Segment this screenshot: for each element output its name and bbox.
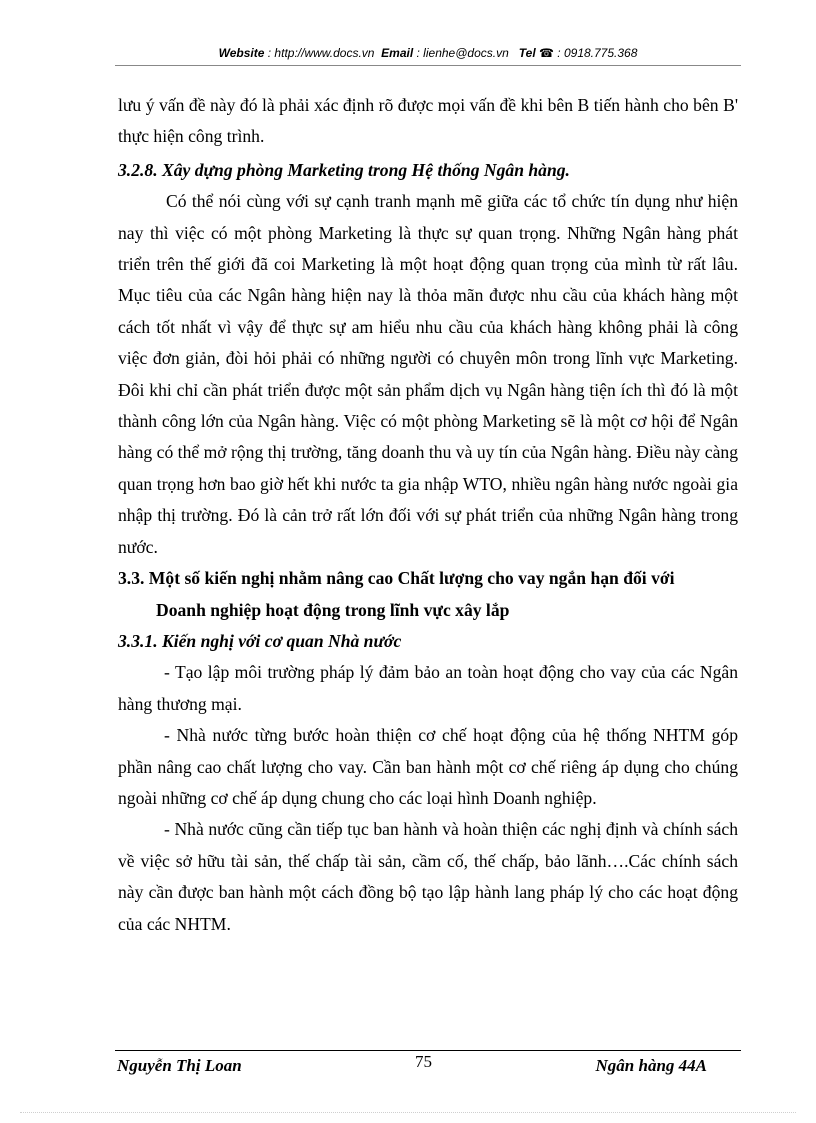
footer-author: Nguyễn Thị Loan <box>117 1056 242 1075</box>
email-label: Email <box>381 46 414 60</box>
page-footer <box>117 1054 707 1078</box>
paragraph-marketing: Có thể nói cùng với sự cạnh tranh mạnh mẽ giữa các tổ chức tín dụng như hiện nay thì việc có một phòng Marketing là thực sự quan trọng. Những Ngân hàng phát triển trên thế giới đã coi Marketing là một hoạt động quan trọng của mình từ rất lâu. Mục tiêu của các Ngân hàng hiện nay là thỏa mãn được nhu cầu của khách hàng một cách tốt nhất vì vậy để thực sự am hiểu nhu cầu của khách hàng không phải là công việc đơn giản, đòi hỏi phải có những người có chuyên môn trong lĩnh vực Marketing. Đôi khi chỉ cần phát triển được một sản phẩm dịch vụ Ngân hàng tiện ích thì đó là một thành công lớn của Ngân hàng. Việc có một phòng Marketing sẽ là một cơ hội để Ngân hàng có thể mở rộng thị trường, tăng doanh thu và uy tín của Ngân hàng. Điều này càng quan trọng hơn bao giờ hết khi nước ta gia nhập WTO, nhiều ngân hàng nước ngoài gia nhập thị trường. Đó là cản trở rất lớn đối với sự phát triển của những Ngân hàng trong nước. <box>118 191 738 557</box>
paragraph-intro: lưu ý vấn đề này đó là phải xác định rõ được mọi vấn đề khi bên B tiến hành cho bên B' thực hiện công trình. <box>118 95 738 147</box>
header-divider <box>115 65 741 66</box>
footer-department: Ngân hàng 44A <box>595 1056 707 1075</box>
heading-3-3-line2: Doanh nghiệp hoạt động trong lĩnh vực xây lắp <box>156 599 510 620</box>
website-value: : http://www.docs.vn <box>267 46 375 60</box>
tel-label: Tel <box>518 46 536 60</box>
paragraph-mechanism: - Nhà nước từng bước hoàn thiện cơ chế hoạt động của hệ thống NHTM góp phần nâng cao chất lượng cho vay. Cần ban hành một cơ chế riêng áp dụng cho chúng ngoài những cơ chế áp dụng chung cho các loại hình Doanh nghiệp. <box>118 725 738 808</box>
heading-3-3-1: 3.3.1. Kiến nghị với cơ quan Nhà nước <box>118 630 402 651</box>
page-header <box>115 46 741 60</box>
paragraph-legal-env: - Tạo lập môi trường pháp lý đảm bảo an toàn hoạt động cho vay của các Ngân hàng thương mại. <box>118 662 738 714</box>
page-number: 75 <box>415 1052 432 1071</box>
page-edge-divider <box>20 1112 796 1113</box>
website-label: Website <box>218 46 265 60</box>
footer-divider <box>115 1050 741 1051</box>
tel-value: ☎ : 0918.775.368 <box>539 46 638 60</box>
heading-3-3-line1: 3.3. Một số kiến nghị nhằm nâng cao Chất lượng cho vay ngắn hạn đối với <box>118 568 675 589</box>
document-body <box>118 90 738 940</box>
heading-3-3 <box>118 563 738 626</box>
paragraph-policies: - Nhà nước cũng cần tiếp tục ban hành và hoàn thiện các nghị định và chính sách về việc sở hữu tài sản, thế chấp tài sản, cầm cố, thế chấp, bảo lãnh….Các chính sách này cần được ban hành một cách đồng bộ tạo lập hành lang pháp lý cho các hoạt động của các NHTM. <box>118 819 738 934</box>
email-value: : lienhe@docs.vn <box>416 46 509 60</box>
heading-3-2-8: 3.2.8. Xây dựng phòng Marketing trong Hệ thống Ngân hàng. <box>118 159 570 180</box>
